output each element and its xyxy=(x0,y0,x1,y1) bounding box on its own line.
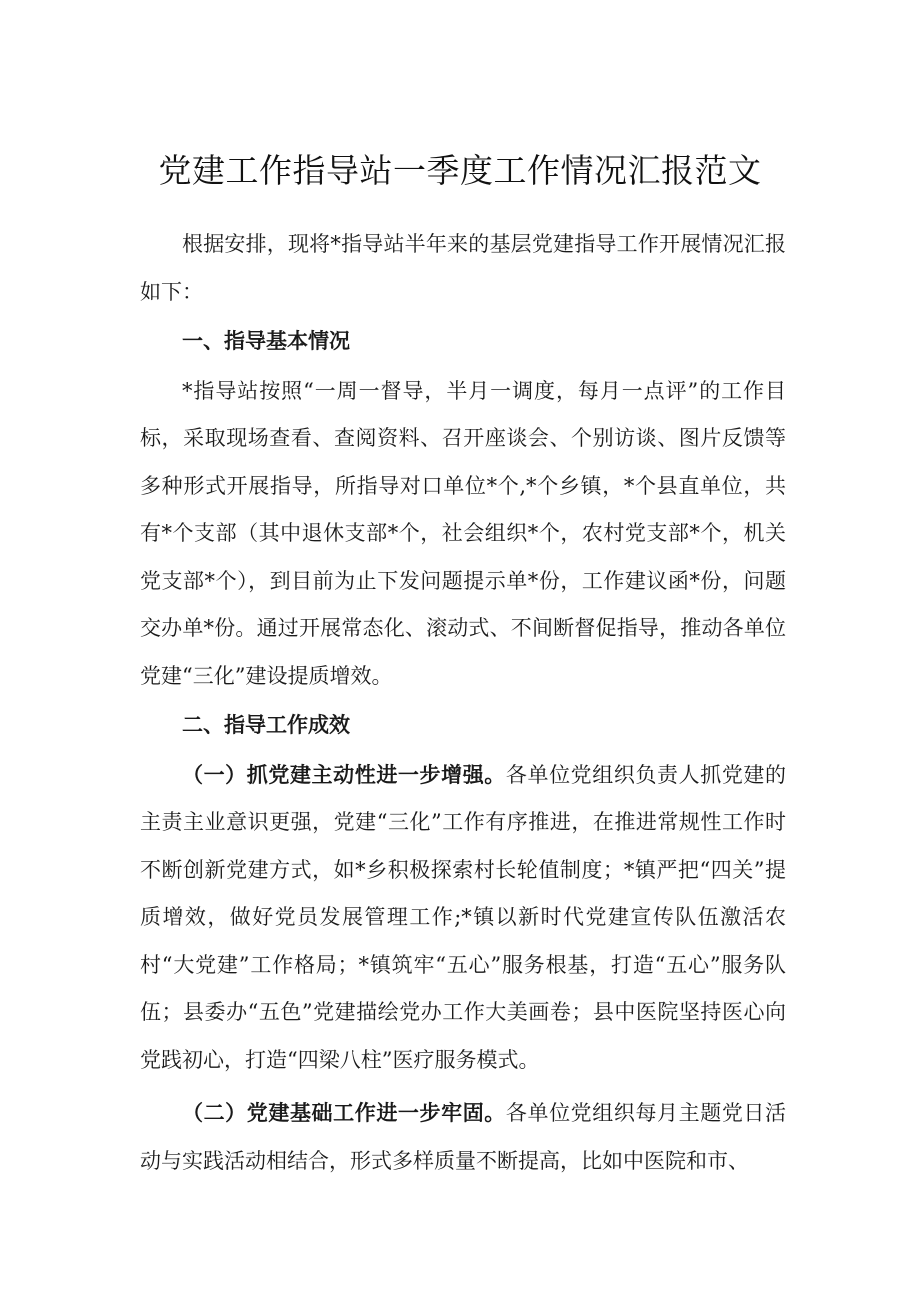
section-heading-results: 二、指导工作成效 xyxy=(182,713,350,737)
document-title: 党建工作指导站一季度工作情况汇报范文 xyxy=(158,151,762,190)
intro-paragraph: 根据安排，现将*指导站半年来的基层党建指导工作开展情况汇报如下： xyxy=(140,232,786,304)
section-paragraph-basic-situation: *指导站按照“一周一督导，半月一调度，每月一点评”的工作目标，采取现场查看、查阅资料、召开座谈会、个别访谈、图片反馈等多种形式开展指导，所指导对口单位*个,*个乡镇，*个县直单位，共有*个支部（其中退休支部*个，社会组织*个，农村党支部*个，机关党支部*个），到目前为止下发问题提示单*份，工作建议函*份，问题交办单*份。通过开展常态化、滚动式、不间断督促指导，推动各单位党建“三化”建设提质增效。 xyxy=(140,378,786,688)
results-item-2-body: 各单位党组织每月主题党日活动与实践活动相结合，形式多样质量不断提高，比如中医院和市、 xyxy=(140,1101,787,1173)
results-item-2 xyxy=(140,1090,786,1185)
section-heading-basic-situation: 一、指导基本情况 xyxy=(182,329,350,353)
results-item-2-lead: （二）党建基础工作进一步牢固。 xyxy=(182,1101,506,1125)
results-item-1-lead: （一）抓党建主动性进一步增强。 xyxy=(182,762,506,787)
document-body xyxy=(140,221,786,1185)
results-item-1-body: 各单位党组织负责人抓党建的主责主业意识更强，党建“三化”工作有序推进，在推进常规性工作时不断创新党建方式，如*乡积极探索村长轮值制度；*镇严把“四关”提质增效，做好党员发展管理工作;*镇以新时代党建宣传队伍激活农村“大党建”工作格局；*镇筑牢“五心”服务根基，打造“五心”服务队伍；县委办“五色”党建描绘党办工作大美画卷；县中医院坚持医心向党践初心，打造“四梁八柱”医疗服务模式。 xyxy=(140,762,787,1072)
results-item-1 xyxy=(140,752,786,1085)
